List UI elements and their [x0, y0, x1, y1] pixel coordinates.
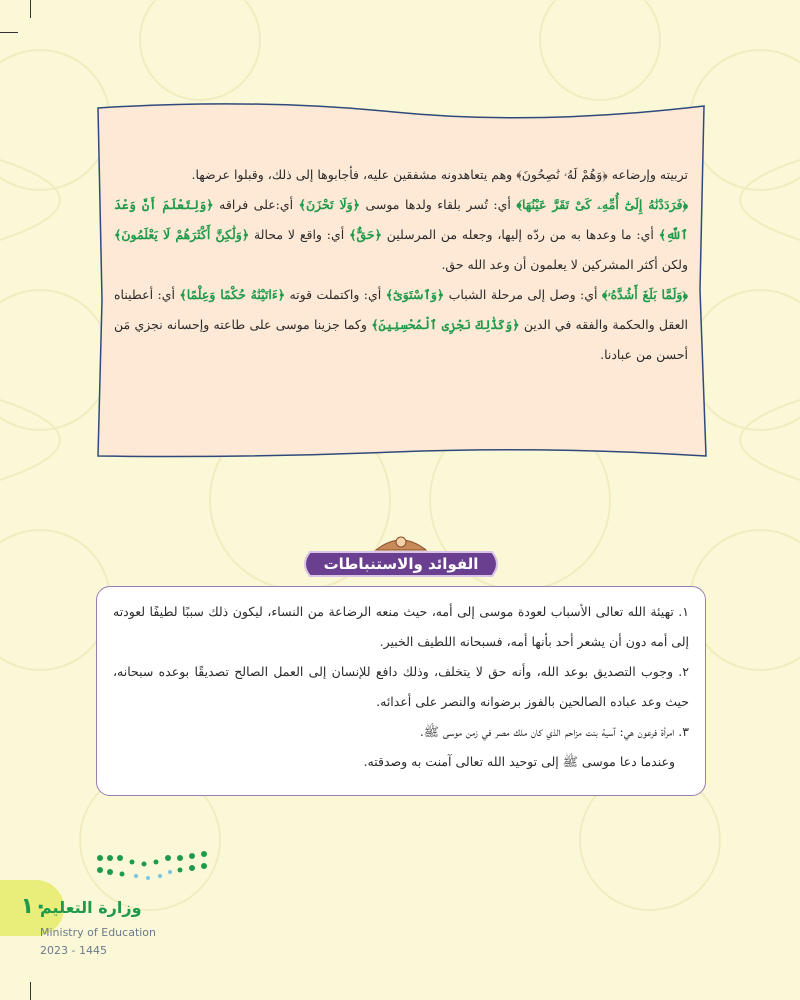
- page-number: ١٠: [20, 894, 48, 919]
- explanation-span: أي: أعطيناه العقل والحكمة والفقه في الدين: [114, 287, 688, 332]
- explanation-span: أي: وصل إلى مرحلة الشباب: [448, 287, 598, 302]
- quran-verse: ﴿فَرَدَدْنَٰهُ إِلَىٰٓ أُمِّهِۦ كَىْ تَقَرَّ عَيْنُهَا﴾: [516, 197, 688, 212]
- lesson-item: وعندما دعا موسى ﷺ إلى توحيد الله تعالى آمنت به وصدقته.: [363, 754, 675, 769]
- explanation-span: وكما جزينا موسى على طاعته وإحسانه نجزي مَن أحسن من عبادنا.: [114, 317, 688, 362]
- explanation-span: أي:على فراقه: [219, 197, 294, 212]
- passage-line-1: تربيته وإرضاعه ﴿وَهُمْ لَهُۥ نَٰصِحُونَ﴾ وهم يتعاهدونه مشفقين عليه، فأجابوها إلى ذلك، وقبلوا عرضها.: [191, 167, 688, 182]
- quran-verse: ﴿وَلَمَّا بَلَغَ أَشُدَّهُۥ﴾: [601, 287, 688, 302]
- quran-verse: ﴿وَكَذَٰلِكَ نَجْزِى ٱلْمُحْسِنِينَ﴾: [371, 317, 520, 332]
- quran-verse: ﴿حَقٌّ﴾: [349, 227, 382, 242]
- section-title: الفوائد والاستنباطات: [323, 555, 479, 573]
- lessons-list: [97, 587, 705, 777]
- explanation-span: أي: ما وعدها به من ردّه إليها، وجعله من المرسلين: [386, 227, 654, 242]
- section-banner: [296, 530, 506, 580]
- lessons-box: [96, 586, 706, 796]
- quran-verse: ﴿وَٱسْتَوَىٰٓ﴾: [385, 287, 445, 302]
- quran-verse: ﴿ءَاتَيْنَٰهُ حُكْمًا وَعِلْمًا﴾: [179, 287, 286, 302]
- explanation-span: أي: تُسر بلقاء ولدها موسى: [365, 197, 511, 212]
- explanation-text: [114, 160, 688, 370]
- lesson-item: ١. تهيئة الله تعالى الأسباب لعودة موسى إلى أمه، حيث منعه الرضاعة من النساء، ليكون ذلك سببًا لطيفًا لعودته إلى أمه دون أن يشعر أحد بأنها أمه، فسبحانه اللطيف الخبير.: [113, 604, 689, 649]
- ministry-logo-dots: [92, 850, 212, 890]
- crop-mark: [30, 0, 31, 18]
- explanation-span: ولكن أكثر المشركين لا يعلمون أن وعد الله حق.: [441, 257, 688, 272]
- lesson-item: ٣. امرأة فرعون هي: آسية بنت مزاحم الذي كان ملك مصر في زمن موسى ﷺ.: [419, 724, 689, 739]
- ministry-name-arabic: وزارة التعليم: [40, 898, 142, 917]
- quran-verse: ﴿وَلَا تَحْزَنَ﴾: [298, 197, 360, 212]
- crop-mark: [0, 32, 18, 33]
- passage-paragraph-2: [114, 190, 688, 280]
- crop-mark: [30, 982, 31, 1000]
- quran-verse: ﴿وَلِتَعْلَمَ أَنَّ وَعْدَ ٱللَّهِ﴾: [114, 197, 688, 242]
- explanation-span: أي: واكتملت قوته: [289, 287, 382, 302]
- quran-verse: ﴿وَلَٰكِنَّ أَكْثَرَهُمْ لَا يَعْلَمُونَ﴾: [114, 227, 250, 242]
- lesson-item: ٢. وجوب التصديق بوعد الله، وأنه حق لا يتخلف، وذلك دافع للإنسان إلى العمل الصالح تصديقًا بوعده سبحانه، حيث وعد عباده الصالحين بالفوز برضوانه والنصر على أعدائه.: [113, 664, 689, 709]
- ministry-name-english: Ministry of Education: [40, 926, 157, 939]
- explanation-span: أي: واقع لا محالة: [253, 227, 345, 242]
- passage-paragraph-3: [114, 280, 688, 370]
- edition-year: 2023 - 1445: [40, 944, 107, 957]
- explanation-box: [94, 100, 708, 462]
